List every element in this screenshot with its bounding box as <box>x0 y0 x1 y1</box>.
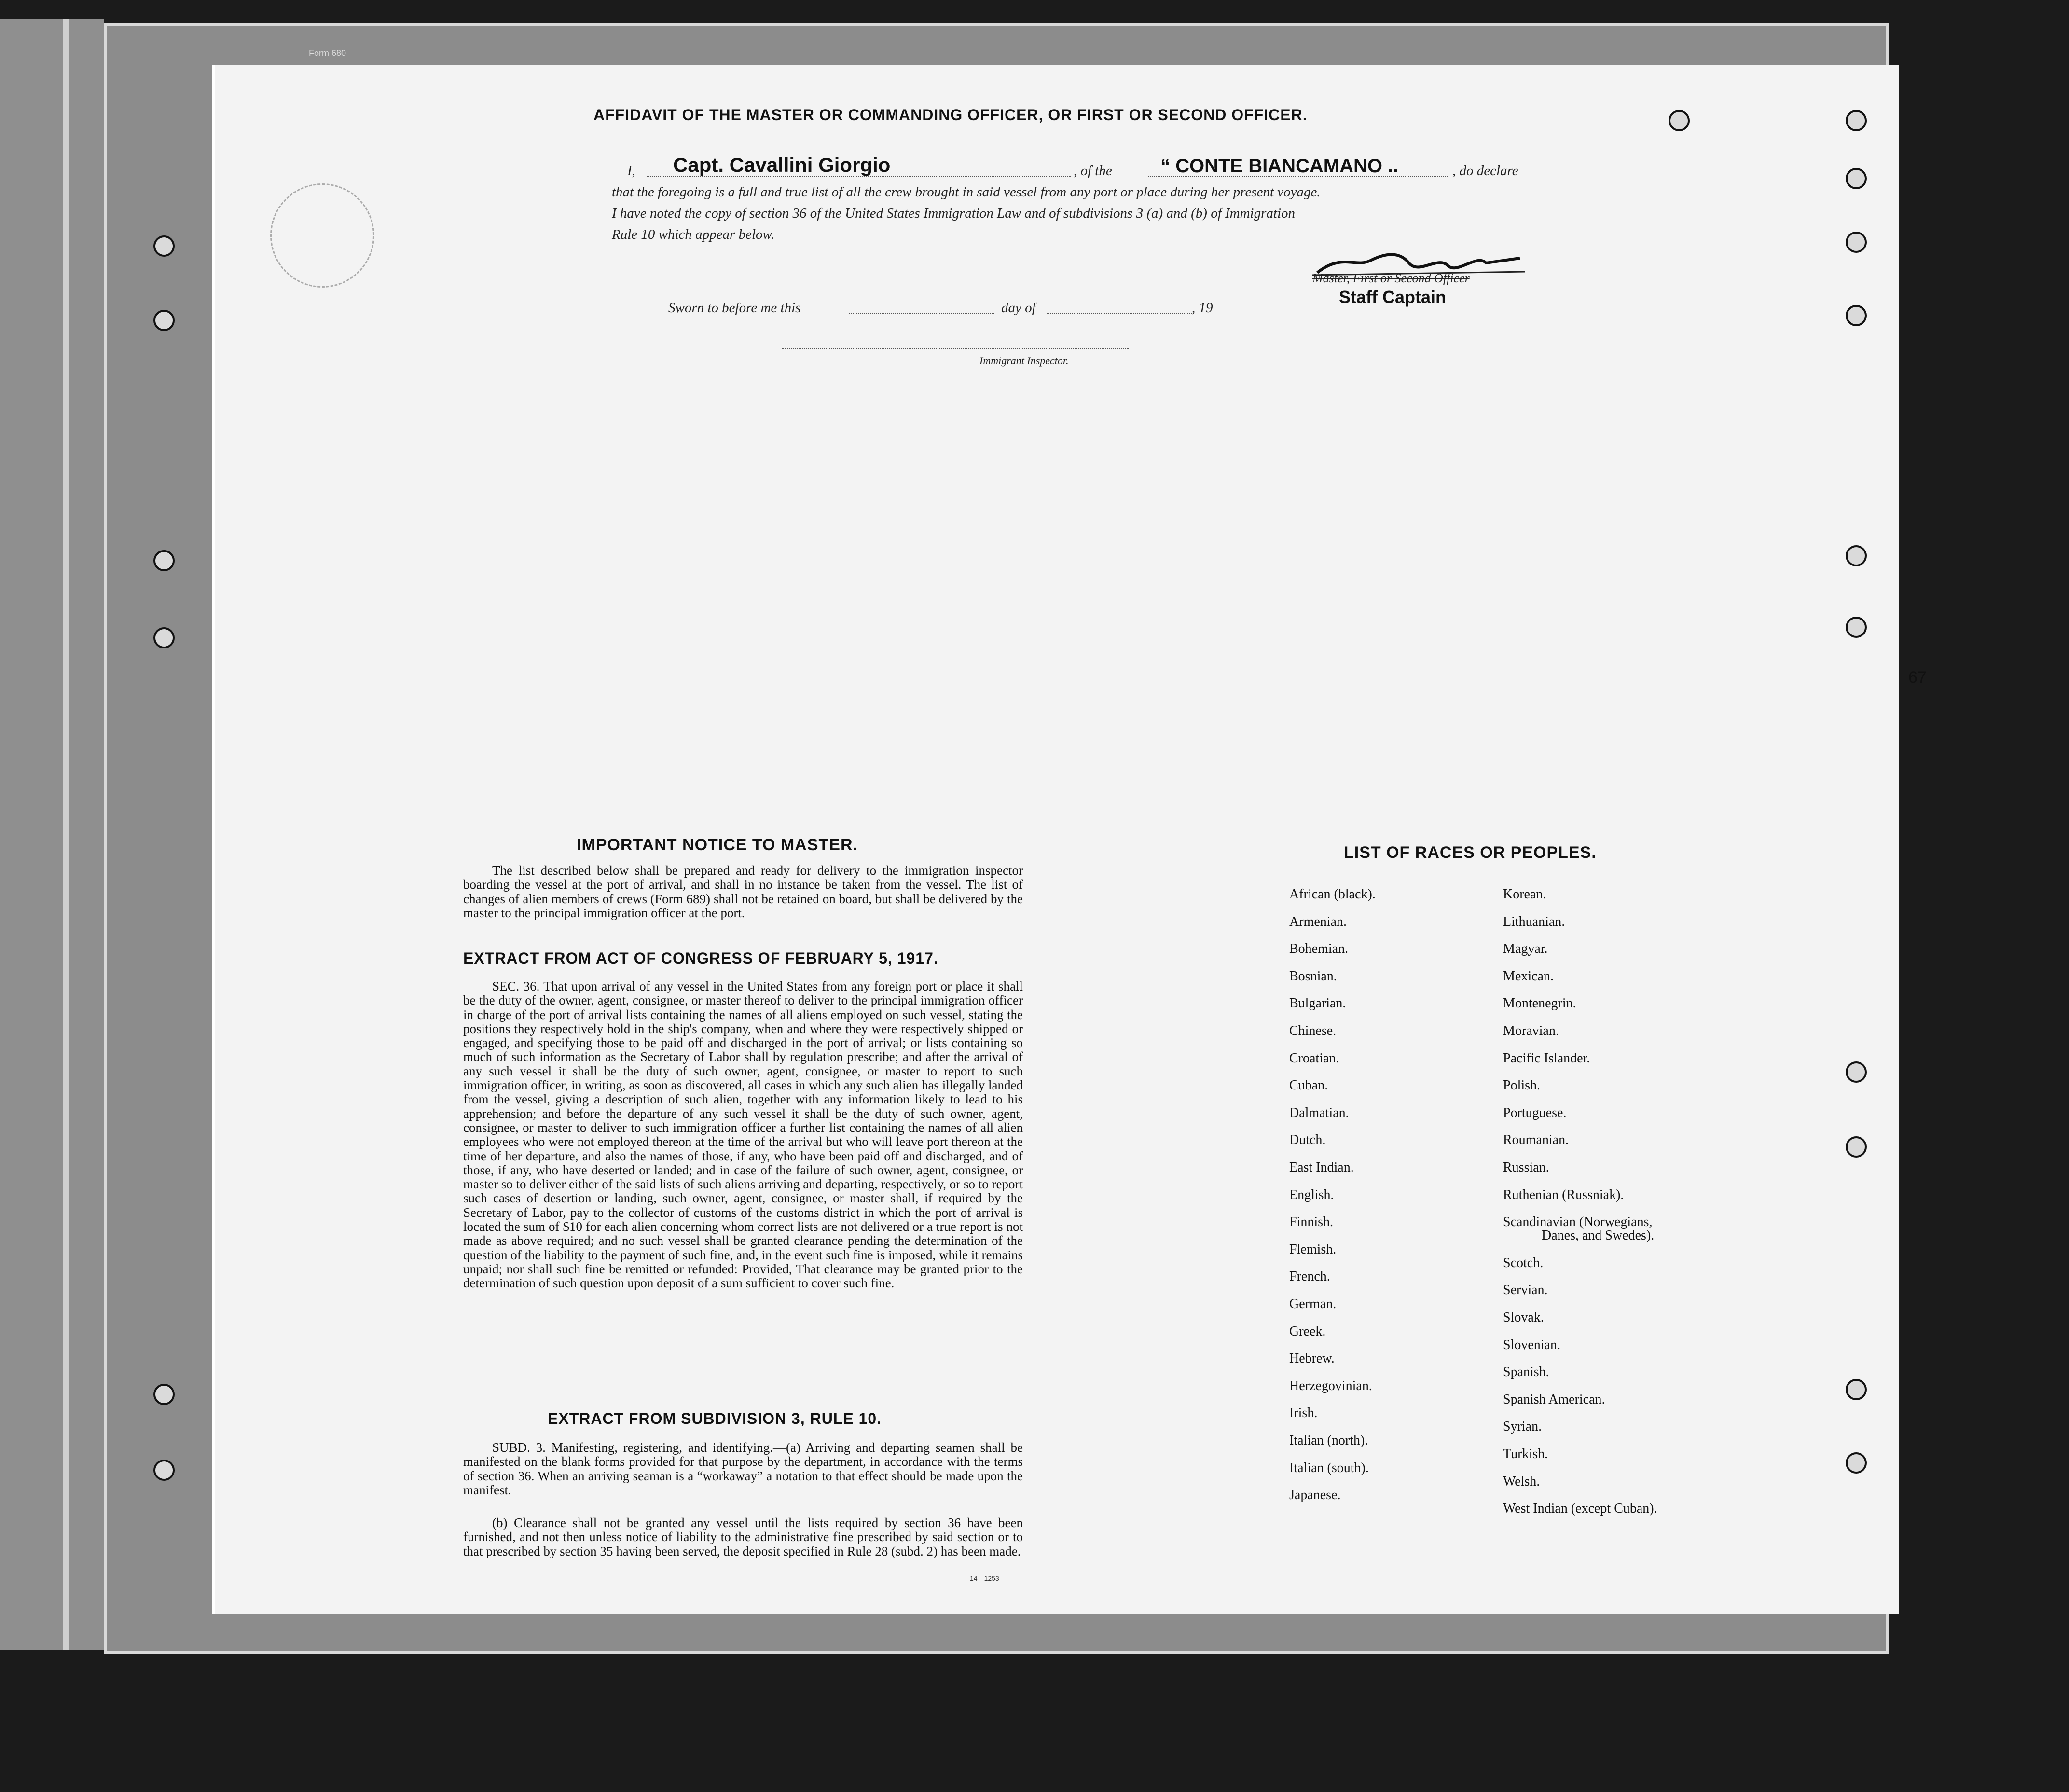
binder-hole <box>153 550 175 571</box>
binder-hole <box>1846 1379 1867 1400</box>
race-item: Slovenian. <box>1503 1337 1560 1352</box>
sworn-month-line <box>1047 313 1192 314</box>
race-item: Japanese. <box>1289 1488 1341 1503</box>
binder-hole <box>153 1384 175 1405</box>
act-title: EXTRACT FROM ACT OF CONGRESS OF FEBRUARY 5, 1917. <box>463 950 938 967</box>
race-item: Spanish. <box>1503 1365 1549 1380</box>
binder-hole <box>153 627 175 648</box>
binder-hole <box>1846 168 1867 189</box>
binder-hole <box>153 1460 175 1481</box>
notice-title: IMPORTANT NOTICE TO MASTER. <box>577 836 858 854</box>
of-the-label: , of the <box>1074 163 1112 179</box>
ink-stamp <box>270 183 374 288</box>
race-item: Danes, and Swedes). <box>1542 1228 1655 1243</box>
binder-hole <box>1846 617 1867 638</box>
race-item: Dalmatian. <box>1289 1105 1349 1120</box>
form-number: Form 680 <box>309 48 346 58</box>
race-item: Montenegrin. <box>1503 996 1576 1011</box>
race-item: Irish. <box>1289 1406 1318 1421</box>
race-item: West Indian (except Cuban). <box>1503 1501 1657 1516</box>
race-item: Korean. <box>1503 887 1546 902</box>
vessel-name: “ CONTE BIANCAMANO .. <box>1160 155 1399 177</box>
signature-title: Staff Captain <box>1339 287 1447 307</box>
race-item: Italian (north). <box>1289 1433 1368 1448</box>
notice-paragraph: The list described below shall be prepared and ready for delivery to the immigration inspector boarding the vessel at the port of arrival, and shall in no instance be taken from the vessel. The list of changes of alien members of crews (Form 689) shall not be retained on board, but shall be delivered by the master to the principal immigration officer at the port. <box>463 863 1023 920</box>
binder-hole <box>1846 545 1867 566</box>
margin-note: 67 <box>1908 668 1927 687</box>
race-item: East Indian. <box>1289 1160 1354 1175</box>
year-prefix: , 19 <box>1192 300 1213 316</box>
race-item: Cuban. <box>1289 1078 1328 1093</box>
master-name: Capt. Cavallini Giorgio <box>673 153 891 176</box>
print-code: 14—1253 <box>970 1574 999 1582</box>
affidavit-title: AFFIDAVIT OF THE MASTER OR COMMANDING OFFICER, OR FIRST OR SECOND OFFICER. <box>593 106 1308 124</box>
race-item: Greek. <box>1289 1323 1326 1339</box>
race-item: Hebrew. <box>1289 1351 1335 1366</box>
affidavit-statement-2: I have noted the copy of section 36 of the United States Immigration Law and of subdivisions 3 (a) and (b) of Immigration <box>612 206 1296 221</box>
race-item: Herzegovinian. <box>1289 1378 1372 1393</box>
section-36-text: SEC. 36. That upon arrival of any vessel in the United States from any foreign port or place it shall be the duty of the owner, agent, consignee, or master thereof to deliver to the principal immigration officer in charge of the port of arrival lists containing the names of all aliens employed on such vessel, stating the positions they respectively hold in the ship's company, when and where they were respectively shipped or engaged, and specifying those to be paid off and discharged in the port of arrival; or lists containing so much of such information as the Secretary of Labor shall by regulation prescribe; and after the arrival of any such vessel it shall be the duty of such owner, agent, consignee, or master to report to such immigration officer, in writing, as soon as discovered, all cases in which any such alien has illegally landed from the vessel, giving a description of such alien, together with any information likely to lead to his apprehension; and before the departure of any such vessel it shall be the duty of such owner, agent, consignee, or master to deliver to such immigration officer a further list containing the names of all alien employees who were not employed thereon at the time of the arrival but who will leave port thereon at the time of her departure, and also the names of those, if any, who have been paid off and discharged, and of those, if any, who have deserted or landed; and in case of the failure of such owner, agent, consignee, or master so to deliver either of the said lists of such aliens arriving and departing, respectively, or so to report such cases of desertion or landing, such owner, agent, consignee, or master shall, if required by the Secretary of Labor, pay to the collector of customs of the customs district in which the port of arrival is located the sum of $10 for each alien concerning whom correct lists are not delivered or a true report is not made as above required; and no such vessel shall be granted clearance pending the determination of the question of the liability to the payment of such fine, and, in the event such fine is imposed, while it remains unpaid; nor shall such fine be remitted or refunded: Provided, That clearance may be granted prior to the determination of such question upon deposit of a sum sufficient to cover such fine. <box>463 979 1023 1291</box>
affidavit-statement-1: that the foregoing is a full and true list of all the crew brought in said vessel from any port or place during her present voyage. <box>612 184 1321 200</box>
race-item: Roumanian. <box>1503 1132 1569 1148</box>
sworn-text: Sworn to before me this <box>668 300 801 316</box>
binder-hole <box>1846 110 1867 131</box>
day-of-label: day of <box>1001 300 1036 316</box>
race-item: German. <box>1289 1296 1337 1311</box>
race-item: Croatian. <box>1289 1050 1339 1066</box>
binder-hole <box>153 235 175 257</box>
race-item: Flemish. <box>1289 1241 1337 1257</box>
race-item: Spanish American. <box>1503 1392 1605 1407</box>
race-item: Bosnian. <box>1289 968 1337 984</box>
binder-hole <box>1846 1136 1867 1158</box>
race-item: Chinese. <box>1289 1023 1337 1038</box>
race-item: Turkish. <box>1503 1447 1548 1461</box>
race-item: Scandinavian (Norwegians, <box>1503 1214 1653 1230</box>
binder-hole <box>153 310 175 331</box>
vessel-line <box>1148 176 1448 177</box>
race-item: Moravian. <box>1503 1023 1559 1038</box>
binder-hole <box>1846 1061 1867 1083</box>
subdivision-a-text: SUBD. 3. Manifesting, registering, and identifying.—(a) Arriving and departing seamen shall be manifested on the blank forms provided for that purpose by the department, in accordance with the terms of section 36. When an arriving seaman is a “workaway” a notation to that effect should be made upon the manifest. <box>463 1440 1023 1497</box>
races-title: LIST OF RACES OR PEOPLES. <box>1344 843 1597 862</box>
race-item: Italian (south). <box>1289 1460 1369 1475</box>
race-item: Scotch. <box>1503 1255 1544 1270</box>
race-item: Syrian. <box>1503 1419 1542 1434</box>
inspector-caption: Immigrant Inspector. <box>979 355 1069 367</box>
race-item: Mexican. <box>1503 968 1554 984</box>
race-item: English. <box>1289 1187 1334 1202</box>
race-item: Portuguese. <box>1503 1105 1567 1120</box>
race-item: French. <box>1289 1269 1330 1284</box>
do-declare-label: , do declare <box>1452 163 1518 179</box>
race-item: Armenian. <box>1289 914 1347 929</box>
race-item: Welsh. <box>1503 1474 1540 1489</box>
strip-edge <box>63 19 69 1650</box>
inspector-line <box>782 348 1129 349</box>
subdivision-b-text: (b) Clearance shall not be granted any vessel until the lists required by section 36 have been furnished, and not then unless notice of liability to the administrative fine prescribed by said section or to that prescribed by section 35 having been served, the deposit specified in Rule 28 (subd. 2) has been made. <box>463 1516 1023 1558</box>
race-item: Russian. <box>1503 1160 1549 1175</box>
race-item: Finnish. <box>1289 1214 1334 1230</box>
signature-caption: Master, First or Second Officer <box>1312 271 1470 285</box>
prefix-i: I, <box>627 163 635 179</box>
sworn-day-line <box>849 313 994 314</box>
binder-hole <box>1846 232 1867 253</box>
race-item: Polish. <box>1503 1078 1541 1093</box>
race-item: African (black). <box>1289 887 1376 902</box>
binder-hole <box>1846 1452 1867 1474</box>
race-item: Magyar. <box>1503 941 1548 957</box>
race-item: Pacific Islander. <box>1503 1050 1590 1066</box>
race-item: Bulgarian. <box>1289 996 1346 1011</box>
binder-hole <box>1669 110 1690 131</box>
race-item: Slovak. <box>1503 1310 1544 1325</box>
race-item: Servian. <box>1503 1282 1548 1298</box>
race-item: Lithuanian. <box>1503 914 1565 929</box>
left-binding-strip <box>0 19 104 1650</box>
race-item: Ruthenian (Russniak). <box>1503 1187 1624 1202</box>
affidavit-statement-3: Rule 10 which appear below. <box>612 227 774 242</box>
manifest-page <box>212 65 1899 1614</box>
race-item: Dutch. <box>1289 1132 1326 1148</box>
subdivision-title: EXTRACT FROM SUBDIVISION 3, RULE 10. <box>548 1410 882 1427</box>
race-item: Bohemian. <box>1289 941 1349 957</box>
name-line <box>647 176 1071 177</box>
binder-hole <box>1846 305 1867 326</box>
